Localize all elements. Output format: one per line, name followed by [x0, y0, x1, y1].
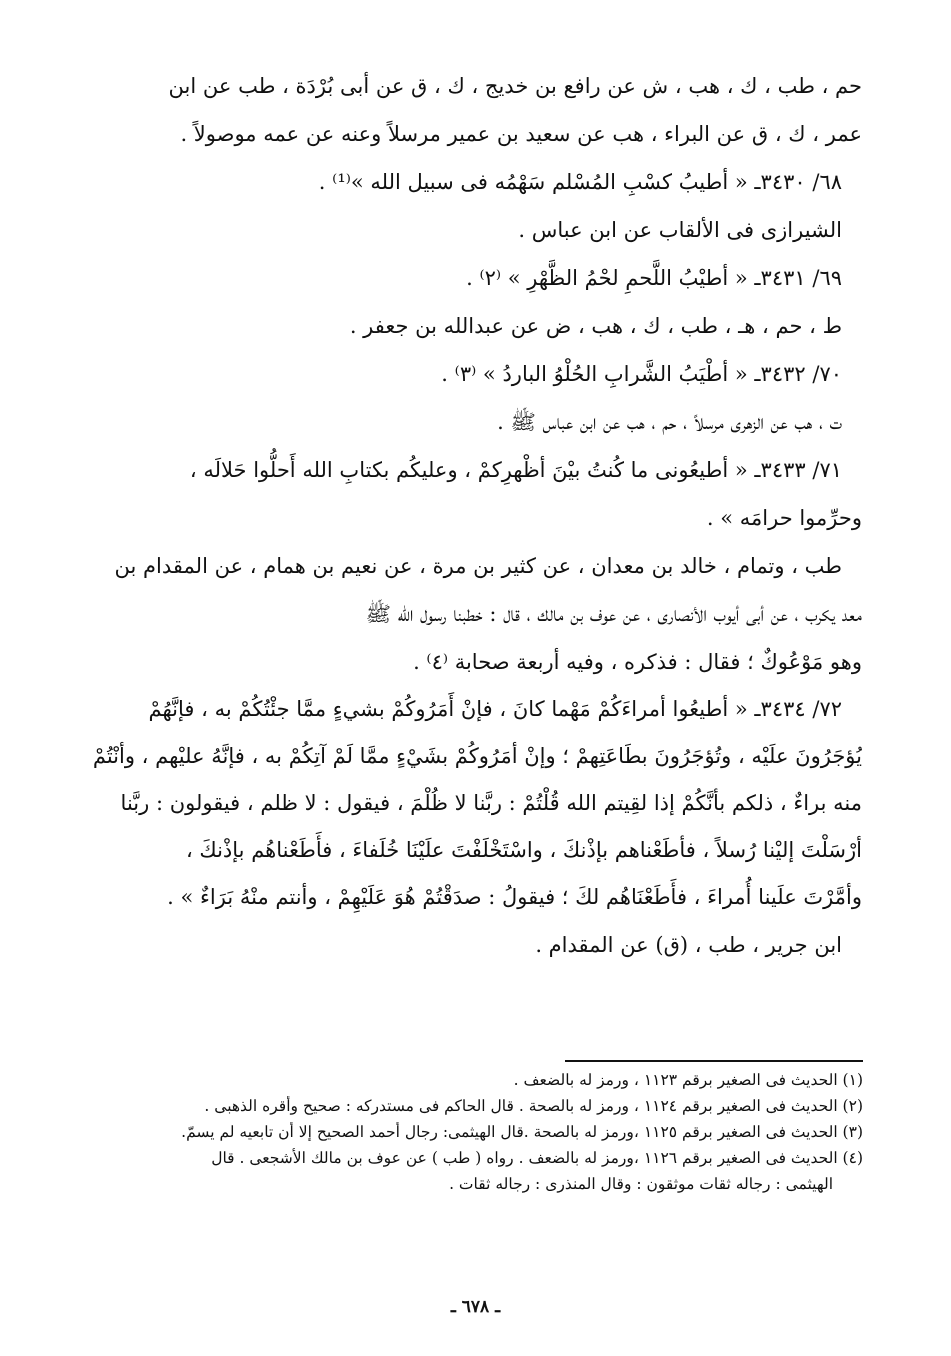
footnote: (٢) الحديث فى الصغير برقم ١١٢٤ ، ورمز له بالصحة . قال الحاكم فى مستدركه : صحيح وأقره الذهبى . [204, 1097, 863, 1115]
text-line: وأمَّرْتَ علَينا أُمراءَ ، فأَطَعْنَاهُم لكَ ؛ فيقولُ : صدَقْتُمْ هُوَ عَلَيْهِمْ ، وأنتم منْهُ بَرَاءٌ » . [167, 885, 862, 910]
hadith-line: ٦٨/ ٣٤٣٠ـ « أطيبُ كسْبِ المُسْلم سَهْمُه فى سبيل الله »⁽¹⁾ . [318, 169, 842, 194]
footnote-continuation: الهيثمى : رجاله ثقات موثقون : وقال المنذرى : رجاله ثقات . [449, 1175, 833, 1193]
text-line: حم ، طب ، ك ، هب ، ش عن رافع بن خديج ، ك ، ق عن أبى بُرْدَة ، طب عن ابن [168, 73, 862, 98]
text-line: يُؤجَرُونَ علَيْه ، وتُؤجَرُونَ بطَاعَتِهمْ ؛ وإنْ أمَرُوكُمْ بشَيْءٍ ممَّا لَمْ آتِكُمْ به ، فإنَّهُ عليْهم ، وأنْتُمْ [92, 744, 862, 769]
hadith-line: ٧٠/ ٣٤٣٢ـ « أطْيَبُ الشَّرابِ الحُلْوُ الباردُ » ⁽٣⁾ . [441, 361, 842, 386]
text-line: وهو مَوْعُوكٌ ؛ فقال : فذكره ، وفيه أربعة صحابة ⁽٤⁾ . [413, 649, 862, 674]
text-line: معد يكرب ، عن أبى أيوب الأنصارى ، عن عوف بن مالك ، قال : خطبنا رسول الله ﷺ [365, 601, 862, 626]
hadith-line: ٧١/ ٣٤٣٣ـ « أطيعُونى ما كُنتُ بيْنَ أظْهرِكمْ ، وعليكُم بكتابِ الله أَحلُّوا حَلالَه ، [189, 457, 842, 482]
source-line: الشيرازى فى الألقاب عن ابن عباس . [518, 217, 842, 242]
footnote-divider [565, 1060, 863, 1062]
text-line: منه براءٌ ، ذلكم بأنَّكُمْ إذا لقِيتم الله قُلْتُمْ : ربَّنا لا ظُلْمَ ، فيقول : لا ظلم ، فيقولون : ربَّنا [120, 791, 862, 816]
page-number: ـ ٦٧٨ ـ [450, 1297, 501, 1317]
source-line: ابن جرير ، طب ، (ق) عن المقدام . [535, 932, 842, 957]
footnote: (٣) الحديث فى الصغير برقم ١١٢٥ ،ورمز له بالصحة .قال الهيثمى: رجال أحمد الصحيح إلا أن تابعيه لم يسمّ. [181, 1123, 863, 1141]
footnotes [83, 1070, 863, 1200]
hadith-line: ٧٢/ ٣٤٣٤ـ « أطيعُوا أمراءَكُمْ مَهْما كانَ ، فإنْ أَمَرُوكُمْ بشيءٍ ممَّا جئْتُكُمْ به ، فإنَّهُمْ [148, 697, 842, 722]
footnote: (١) الحديث فى الصغير برقم ١١٢٣ ، ورمز له بالضعف . [513, 1071, 863, 1089]
source-line: ت ، هب عن الزهرى مرسلاً ، حم ، هب عن ابن عباس ﷺ . [497, 409, 842, 434]
hadith-line: ٦٩/ ٣٤٣١ـ « أطيْبُ اللَّحمِ لحْمُ الظَّهْرِ » ⁽٢⁾ . [466, 265, 842, 290]
footnote: (٤) الحديث فى الصغير برقم ١١٢٦ ،ورمز له بالضعف . رواه ( طب ) عن عوف بن مالك الأشجعى . قال [211, 1149, 863, 1167]
source-line: ط ، حم ، هـ ، طب ، ك ، هب ، ض عن عبدالله بن جعفر . [349, 313, 842, 338]
source-line: طب ، وتمام ، خالد بن معدان ، عن كثير بن مرة ، عن نعيم بن همام ، عن المقدام بن [114, 553, 842, 578]
text-line: عمر ، ك ، ق عن البراء ، هب عن سعيد بن عمير مرسلاً وعنه عن عمه موصولاً . [180, 121, 862, 146]
text-line: أرْسَلْتَ إليْنا رُسلاً ، فأطَعْناهم بإذْنكَ ، واسْتَخْلَفْتَ علَيْنَا خُلَفاءَ ، فأَطَعْناهُم بإذْنكَ ، [185, 838, 862, 863]
text-line: وحرِّموا حرامَه » . [706, 505, 862, 530]
document-body [72, 62, 862, 969]
